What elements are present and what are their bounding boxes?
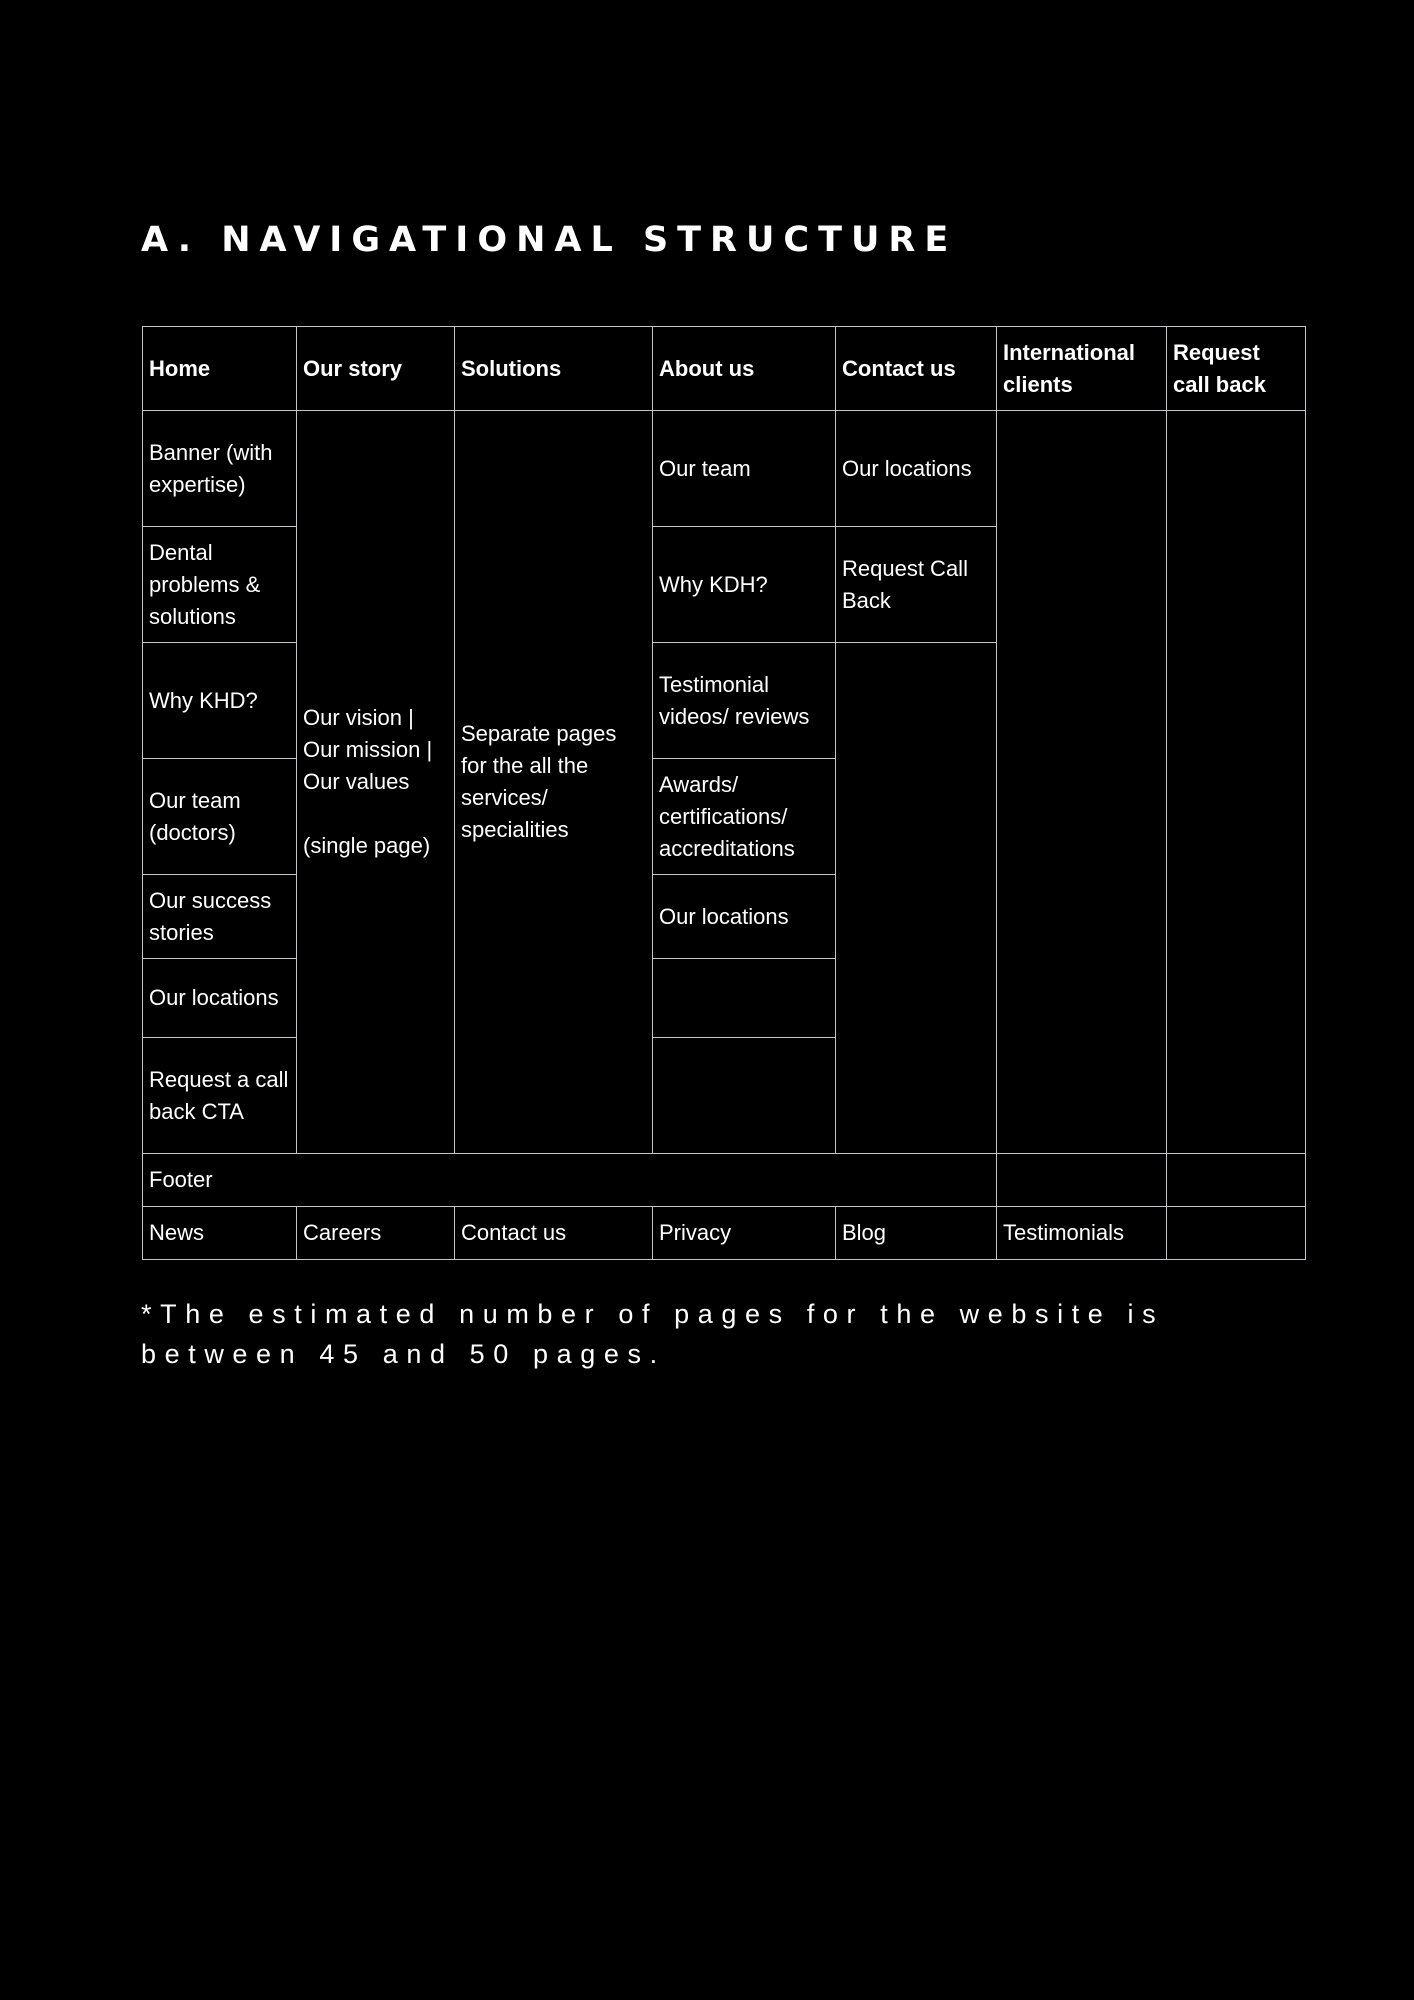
our-story-cell bbox=[297, 411, 455, 1154]
home-item: Dental problems & solutions bbox=[143, 527, 297, 643]
contact-item: Our locations bbox=[836, 411, 997, 527]
footer-link-empty bbox=[1167, 1207, 1306, 1260]
solutions-cell: Separate pages for the all the services/ specialities bbox=[455, 411, 653, 1154]
footer-link-privacy: Privacy bbox=[653, 1207, 836, 1260]
home-item: Request a call back CTA bbox=[143, 1038, 297, 1154]
home-item: Banner (with expertise) bbox=[143, 411, 297, 527]
footer-link-contact-us: Contact us bbox=[455, 1207, 653, 1260]
footer-empty-cell bbox=[1167, 1154, 1306, 1207]
header-cell-solutions: Solutions bbox=[455, 327, 653, 411]
navigation-structure-table bbox=[142, 326, 1306, 1260]
header-cell-contact-us: Contact us bbox=[836, 327, 997, 411]
about-item: Testimonial videos/ reviews bbox=[653, 643, 836, 759]
about-item: Why KDH? bbox=[653, 527, 836, 643]
footer-links-row bbox=[143, 1207, 1306, 1260]
about-item-empty bbox=[653, 1038, 836, 1154]
contact-item: Request Call Back bbox=[836, 527, 997, 643]
table-row bbox=[143, 411, 1306, 527]
footer-link-news: News bbox=[143, 1207, 297, 1260]
footer-link-blog: Blog bbox=[836, 1207, 997, 1260]
our-story-text: Our vision | Our mission | Our values bbox=[303, 705, 433, 794]
footer-link-careers: Careers bbox=[297, 1207, 455, 1260]
header-row bbox=[143, 327, 1306, 411]
contact-empty-cell bbox=[836, 643, 997, 1154]
page-title: A. NAVIGATIONAL STRUCTURE bbox=[141, 220, 958, 260]
footer-empty-cell bbox=[997, 1154, 1167, 1207]
home-item: Why KHD? bbox=[143, 643, 297, 759]
footer-link-testimonials: Testimonials bbox=[997, 1207, 1167, 1260]
page-count-footnote: *The estimated number of pages for the website is between 45 and 50 pages. bbox=[141, 1299, 1165, 1369]
our-story-note: (single page) bbox=[303, 833, 431, 858]
footer-row bbox=[143, 1154, 1306, 1207]
about-item: Our team bbox=[653, 411, 836, 527]
header-cell-international-clients: International clients bbox=[997, 327, 1167, 411]
header-cell-home: Home bbox=[143, 327, 297, 411]
about-item: Our locations bbox=[653, 875, 836, 959]
home-item: Our team (doctors) bbox=[143, 759, 297, 875]
about-item-empty bbox=[653, 959, 836, 1038]
home-item: Our success stories bbox=[143, 875, 297, 959]
header-cell-request-call-back: Request call back bbox=[1167, 327, 1306, 411]
header-cell-our-story: Our story bbox=[297, 327, 455, 411]
international-clients-cell bbox=[997, 411, 1167, 1154]
about-item: Awards/ certifications/ accreditations bbox=[653, 759, 836, 875]
header-cell-about-us: About us bbox=[653, 327, 836, 411]
request-call-back-cell bbox=[1167, 411, 1306, 1154]
footer-label: Footer bbox=[143, 1154, 997, 1207]
home-item: Our locations bbox=[143, 959, 297, 1038]
